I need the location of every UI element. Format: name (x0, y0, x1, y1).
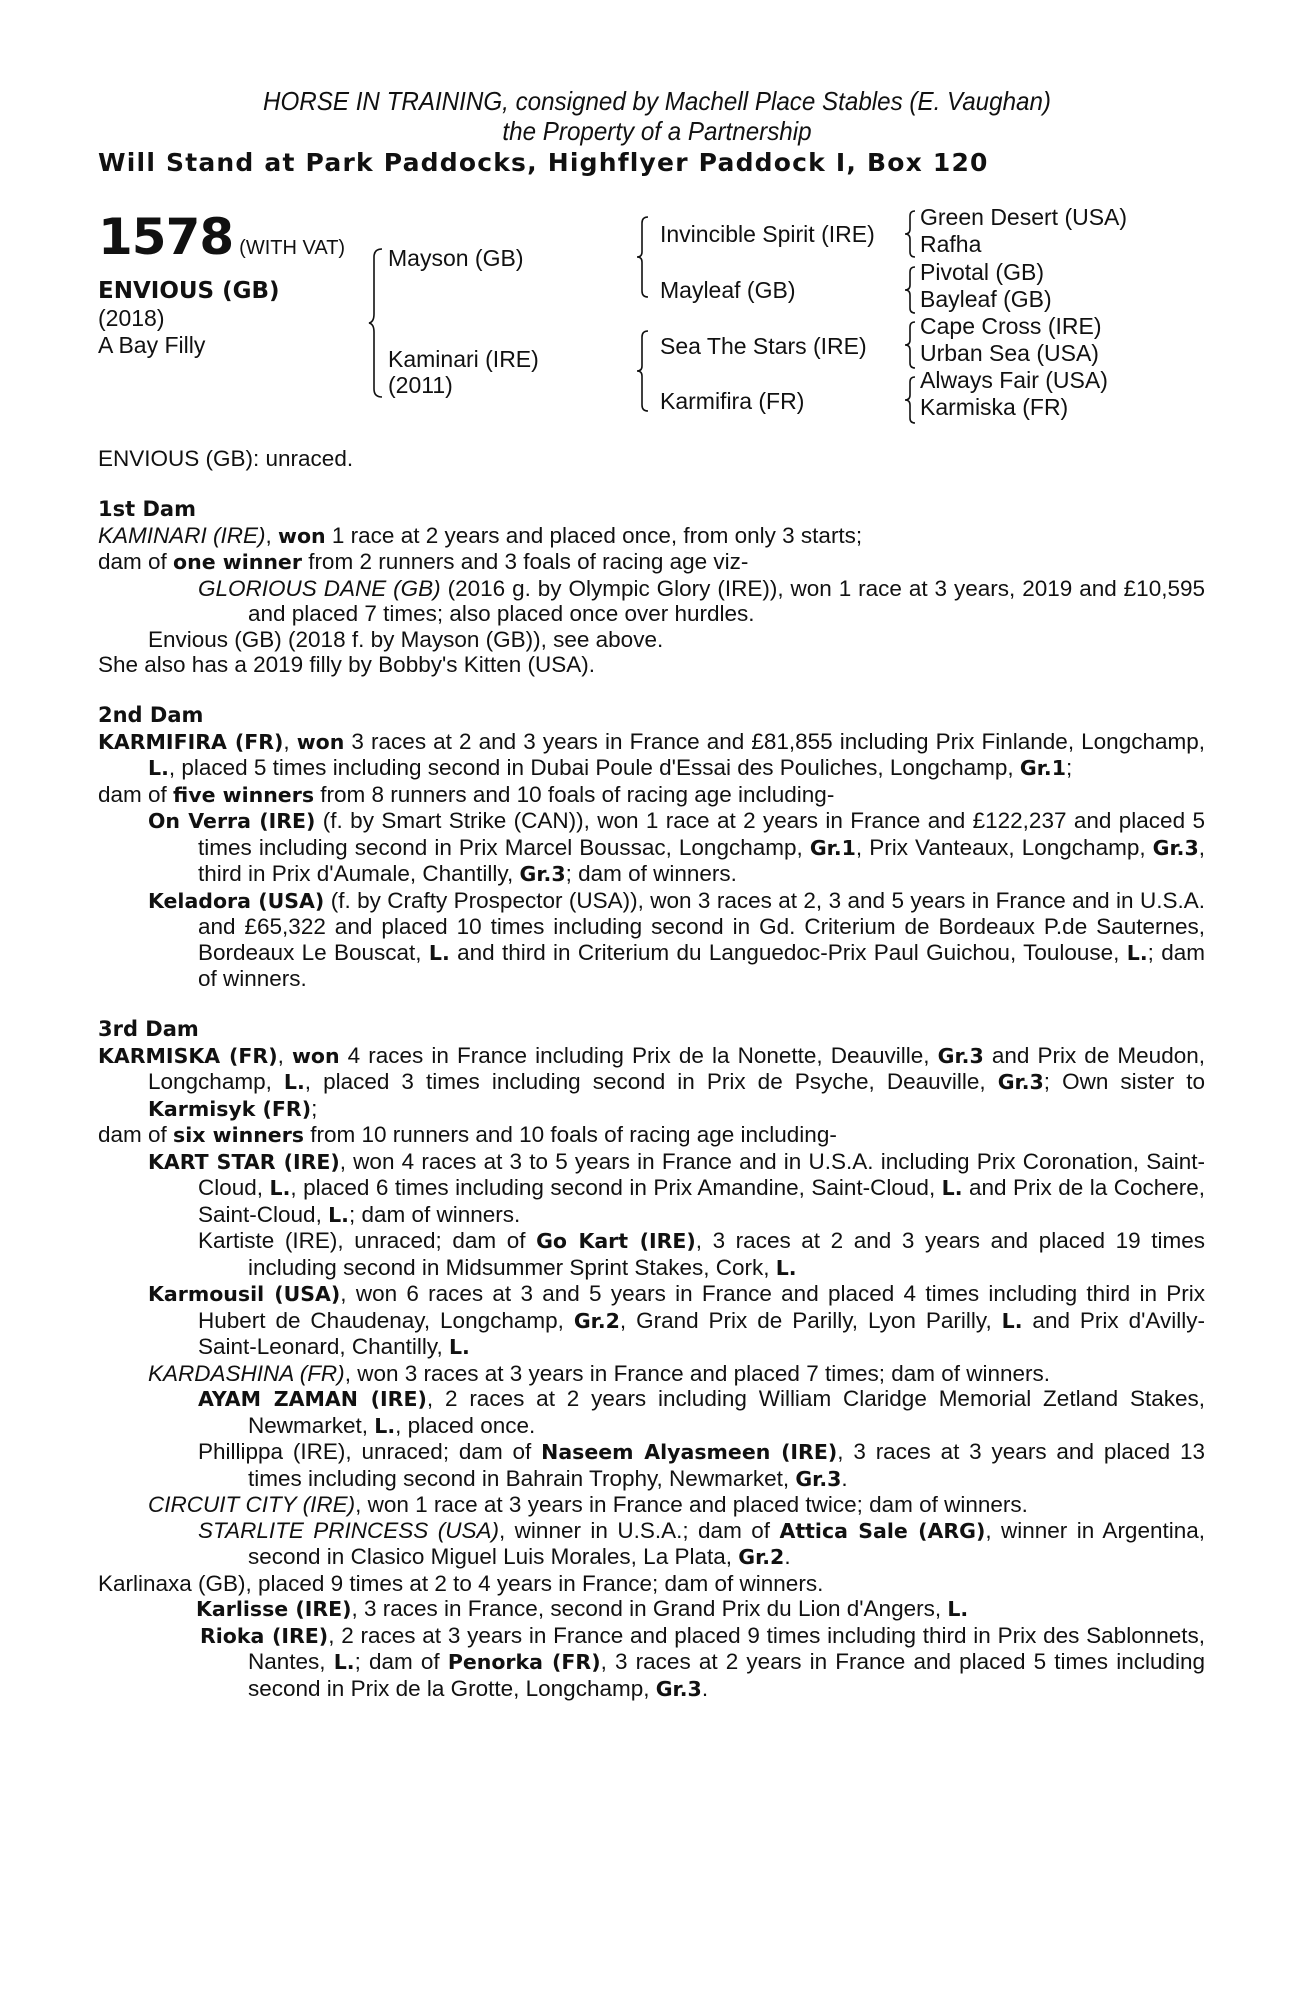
bold-text: Penorka (FR) (447, 1650, 601, 1674)
bold-text: Attica Sale (ARG) (779, 1518, 986, 1543)
dam1-produce-summary (98, 549, 1205, 576)
text-run: , placed 5 times including second in Dubai Poule d'Essai des Pouliches, Longchamp, (168, 755, 1020, 780)
pedigree-g3-green-desert: Green Desert (USA) (920, 204, 1128, 230)
bold-text: L. (941, 1176, 963, 1200)
pedigree-dam-sire: Sea The Stars (IRE) (660, 333, 867, 359)
bold-text: Gr.3 (795, 1466, 842, 1491)
horse-name: ENVIOUS (GB) (98, 278, 280, 304)
bold-text: Karlisse (IRE) (196, 1597, 352, 1621)
dam3-produce-item (98, 1492, 1205, 1518)
text-run: , won 4 races at 3 to 5 years in France and in U.S.A. including Prix Coronation, Saint-Cloud, (198, 1148, 1205, 1200)
pedigree-sire-sire: Invincible Spirit (IRE) (660, 221, 875, 247)
bold-text: Naseem Alyasmeen (IRE) (541, 1440, 838, 1464)
dam2-record (98, 729, 1205, 782)
text-run: ; dam of winners. (565, 861, 737, 886)
bold-text: L. (374, 1413, 396, 1438)
text-run: ; (1066, 755, 1073, 780)
text-run: ; dam of winners. (198, 939, 1205, 991)
text-run: 3 races at 2 and 3 years in France and £81,855 including Prix Finlande, Longchamp, (344, 728, 1205, 754)
pedigree-sire: Mayson (GB) (388, 245, 524, 271)
section-heading-2nd-dam: 2nd Dam (98, 703, 204, 727)
bold-text: Gr.1 (809, 835, 856, 860)
text-run: and Prix de la Cochere, Saint-Cloud, (198, 1175, 1206, 1227)
bold-text: L. (1001, 1308, 1023, 1333)
dam3-produce-item (98, 1439, 1205, 1492)
pedigree-bracket-g3-3 (904, 321, 916, 369)
text-run: , won 1 race at 3 years in France and placed twice; dam of winners. (355, 1492, 1028, 1517)
horse-description: A Bay Filly (98, 332, 206, 358)
dam1-record (98, 523, 1205, 550)
text-run: Kartiste (IRE), unraced; dam of (198, 1228, 537, 1253)
bold-text: won (278, 523, 326, 548)
bold-text: AYAM ZAMAN (IRE) (198, 1387, 427, 1411)
text-run: , 2 races at 2 years including William Claridge Memorial Zetland Stakes, Newmarket, (248, 1386, 1205, 1438)
bold-text: Go Kart (IRE) (536, 1229, 696, 1253)
bold-text: Gr.3 (937, 1043, 984, 1068)
bold-text: Gr.3 (655, 1676, 702, 1701)
dam1-note (98, 652, 1205, 678)
text-run: . (784, 1544, 791, 1569)
text-run: and Prix d'Avilly-Saint-Leonard, Chantilly, (198, 1307, 1205, 1359)
pedigree-g3-bayleaf: Bayleaf (GB) (920, 286, 1052, 312)
dam3-record (98, 1043, 1205, 1123)
pedigree-g3-pivotal: Pivotal (GB) (920, 259, 1044, 285)
text-run: , Prix Vanteaux, Longchamp, (855, 834, 1153, 860)
bold-text: L. (1126, 940, 1148, 965)
text-run: , placed once. (395, 1412, 536, 1438)
text-run: , won 6 races at 3 and 5 years in France and placed 4 times including third in Prix Hubert de Chaudenay, Longchamp, (198, 1281, 1205, 1333)
text-run: ; dam of (354, 1649, 448, 1674)
dam3-produce-item (98, 1571, 1205, 1597)
catalogue-header-property: the Property of a Partnership (502, 116, 812, 146)
pedigree-g3-rafha: Rafha (920, 231, 982, 257)
bold-text: Gr.3 (519, 862, 566, 886)
pedigree-bracket-gen1 (370, 248, 384, 398)
text-run: dam of (98, 781, 174, 807)
bold-text: Gr.2 (573, 1308, 620, 1333)
bold-text: won (296, 729, 345, 754)
bold-text: KARMIFIRA (FR) (98, 729, 284, 754)
dam3-produce-item (98, 1281, 1205, 1361)
dam3-produce-item (98, 1596, 1205, 1623)
bold-text: L. (283, 1070, 305, 1094)
text-run: and Prix de Meudon, Longchamp, (148, 1042, 1205, 1094)
section-heading-3rd-dam: 3rd Dam (98, 1017, 199, 1041)
bold-text: won (291, 1043, 340, 1068)
catalogue-body (98, 446, 1205, 1702)
dam1-produce-item (98, 627, 1205, 653)
text-run: , winner in Argentina, second in Clasico Miguel Luis Morales, La Plata, (248, 1517, 1206, 1569)
bold-text: KARMISKA (FR) (98, 1043, 278, 1068)
bold-text: Gr.3 (997, 1070, 1044, 1094)
text-run: dam of (98, 1122, 174, 1147)
pedigree-bracket-g3-4 (904, 376, 916, 424)
pedigree-dam-dam: Karmifira (FR) (660, 388, 805, 414)
italic-text: KAMINARI (IRE) (98, 522, 266, 548)
bold-text: five winners (173, 782, 315, 807)
bold-text: L. (428, 940, 450, 965)
text-run: . (701, 1675, 709, 1701)
text-run: 4 races in France including Prix de la Nonette, Deauville, (339, 1042, 938, 1068)
pedigree-bracket-dam (637, 330, 649, 412)
horse-foaling-year: (2018) (98, 305, 165, 331)
catalogue-header-consignor: HORSE IN TRAINING, consigned by Machell Place Stables (E. Vaughan) (262, 86, 1051, 116)
text-run: 1 race at 2 years and placed once, from only 3 starts; (325, 522, 863, 548)
dam2-produce-item (98, 888, 1205, 992)
text-run: ; dam of winners. (348, 1201, 521, 1227)
bold-text: Keladora (USA) (148, 888, 325, 913)
text-run: , (283, 728, 297, 754)
text-run: (f. by Smart Strike (CAN)), won 1 race at 2 years in France and £122,237 and placed 5 times including second in Prix Marcel Boussac, Longchamp, (198, 808, 1205, 860)
bold-text: six winners (173, 1123, 305, 1147)
text-run: , (265, 522, 279, 548)
dam3-produce-item (98, 1623, 1205, 1703)
pedigree-bracket-g3-2 (904, 266, 916, 314)
pedigree-dam-year: (2011) (388, 372, 453, 398)
text-run: , placed 3 times including second in Prix de Psyche, Deauville, (304, 1069, 998, 1094)
text-run: (2016 g. by Olympic Glory (IRE)), won 1 race at 3 years, 2019 and £10,595 and placed 7 times; also placed once over hurdles. (248, 575, 1205, 626)
bold-text: Gr.2 (738, 1545, 785, 1569)
dam3-produce-item (98, 1149, 1205, 1229)
text-run: and third in Criterium du Languedoc-Prix Paul Guichou, Toulouse, (449, 939, 1127, 965)
pedigree-g3-cape-cross: Cape Cross (IRE) (920, 313, 1102, 339)
bold-text: L. (775, 1255, 797, 1280)
italic-text: STARLITE PRINCESS (USA) (198, 1517, 499, 1543)
text-run: , 3 races at 3 years and placed 13 times including second in Bahrain Trophy, Newmarket, (248, 1439, 1205, 1491)
bold-text: KART STAR (IRE) (148, 1149, 340, 1174)
dam2-produce-summary (98, 782, 1205, 809)
pedigree-bracket-g3-1 (904, 210, 916, 258)
lot-number: 1578 (98, 208, 234, 266)
text-run: , 3 races in France, second in Grand Prix du Lion d'Angers, (351, 1596, 948, 1621)
pedigree-sire-dam: Mayleaf (GB) (660, 277, 796, 303)
bold-text: Gr.1 (1019, 756, 1066, 780)
italic-text: CIRCUIT CITY (IRE) (148, 1492, 356, 1517)
bold-text: L. (148, 756, 169, 780)
text-run: Phillippa (IRE), unraced; dam of (198, 1439, 542, 1464)
bold-text: L. (947, 1597, 969, 1621)
italic-text: KARDASHINA (FR) (148, 1360, 345, 1386)
section-heading-1st-dam: 1st Dam (98, 497, 196, 521)
lot-number-block (98, 208, 345, 266)
dam3-produce-item (98, 1386, 1205, 1439)
dam3-produce-item (98, 1228, 1205, 1281)
text-run: , 3 races at 2 and 3 years and placed 19 times including second in Midsummer Sprint Stakes, Cork, (248, 1228, 1206, 1280)
bold-text: L. (328, 1202, 349, 1227)
vat-note: (WITH VAT) (239, 237, 346, 259)
bold-text: L. (269, 1176, 291, 1200)
text-run: from 2 runners and 3 foals of racing age viz- (301, 549, 749, 574)
bold-text: Karmisyk (FR) (148, 1096, 312, 1121)
bold-text: On Verra (IRE) (148, 809, 316, 833)
bold-text: Rioka (IRE) (200, 1623, 329, 1648)
dam3-produce-item (98, 1361, 1205, 1387)
italic-text: GLORIOUS DANE (GB) (198, 575, 441, 601)
text-run: Karlinaxa (GB), placed 9 times at 2 to 4 years in France; dam of winners. (98, 1570, 824, 1596)
dam3-produce-item (98, 1518, 1205, 1571)
text-run: , Grand Prix de Parilly, Lyon Parilly, (619, 1307, 1002, 1333)
bold-text: L. (333, 1650, 355, 1674)
text-run: ; Own sister to (1043, 1069, 1206, 1094)
bold-text: L. (448, 1335, 470, 1359)
text-run: from 8 runners and 10 foals of racing age including- (314, 781, 835, 807)
text-run: , 2 races at 3 years in France and placed 9 times including third in Prix des Sablonnets, Nantes, (248, 1622, 1206, 1674)
text-run: , third in Prix d'Aumale, Chantilly, (198, 834, 1205, 886)
text-run: (f. by Crafty Prospector (USA)), won 3 races at 2, 3 and 5 years in France and in U.S.A. and £65,322 and placed 10 times including second in Gd. Criterium de Bordeaux P.de Sauternes, Bordeaux Le Bouscat, (198, 887, 1205, 965)
text-run: , won 3 races at 3 years in France and placed 7 times; dam of winners. (344, 1360, 1051, 1386)
dam3-produce-summary (98, 1122, 1205, 1149)
text-run: , (277, 1042, 292, 1068)
pedigree-g3-urban-sea: Urban Sea (USA) (920, 340, 1099, 366)
bold-text: Karmousil (USA) (148, 1282, 341, 1306)
text-run: , 3 races at 2 years in France and placed 5 times including second in Prix de la Grotte, Longchamp, (248, 1649, 1206, 1701)
pedigree-bracket-sire (637, 216, 649, 298)
bold-text: Gr.3 (1152, 835, 1199, 860)
text-run: from 10 runners and 10 foals of racing age including- (304, 1122, 837, 1147)
text-run: . (841, 1465, 848, 1491)
catalogue-header-location: Will Stand at Park Paddocks, Highflyer Paddock I, Box 120 (98, 148, 989, 177)
text-run: dam of (98, 549, 174, 574)
pedigree-g3-karmiska: Karmiska (FR) (920, 394, 1069, 420)
pedigree-g3-always-fair: Always Fair (USA) (920, 367, 1108, 393)
text-run: , winner in U.S.A.; dam of (499, 1517, 780, 1543)
bold-text: one winner (173, 550, 302, 574)
text-run: ; (311, 1095, 318, 1121)
text-run: Envious (GB) (2018 f. by Mayson (GB)), see above. (148, 626, 664, 652)
dam1-produce-item (98, 576, 1205, 627)
text-run: , placed 6 times including second in Prix Amandine, Saint-Cloud, (290, 1175, 942, 1200)
text-run: She also has a 2019 filly by Bobby's Kitten (USA). (98, 652, 596, 677)
dam2-produce-item (98, 808, 1205, 888)
race-record-summary: ENVIOUS (GB): unraced. (98, 446, 354, 471)
pedigree-dam: Kaminari (IRE) (388, 346, 539, 372)
